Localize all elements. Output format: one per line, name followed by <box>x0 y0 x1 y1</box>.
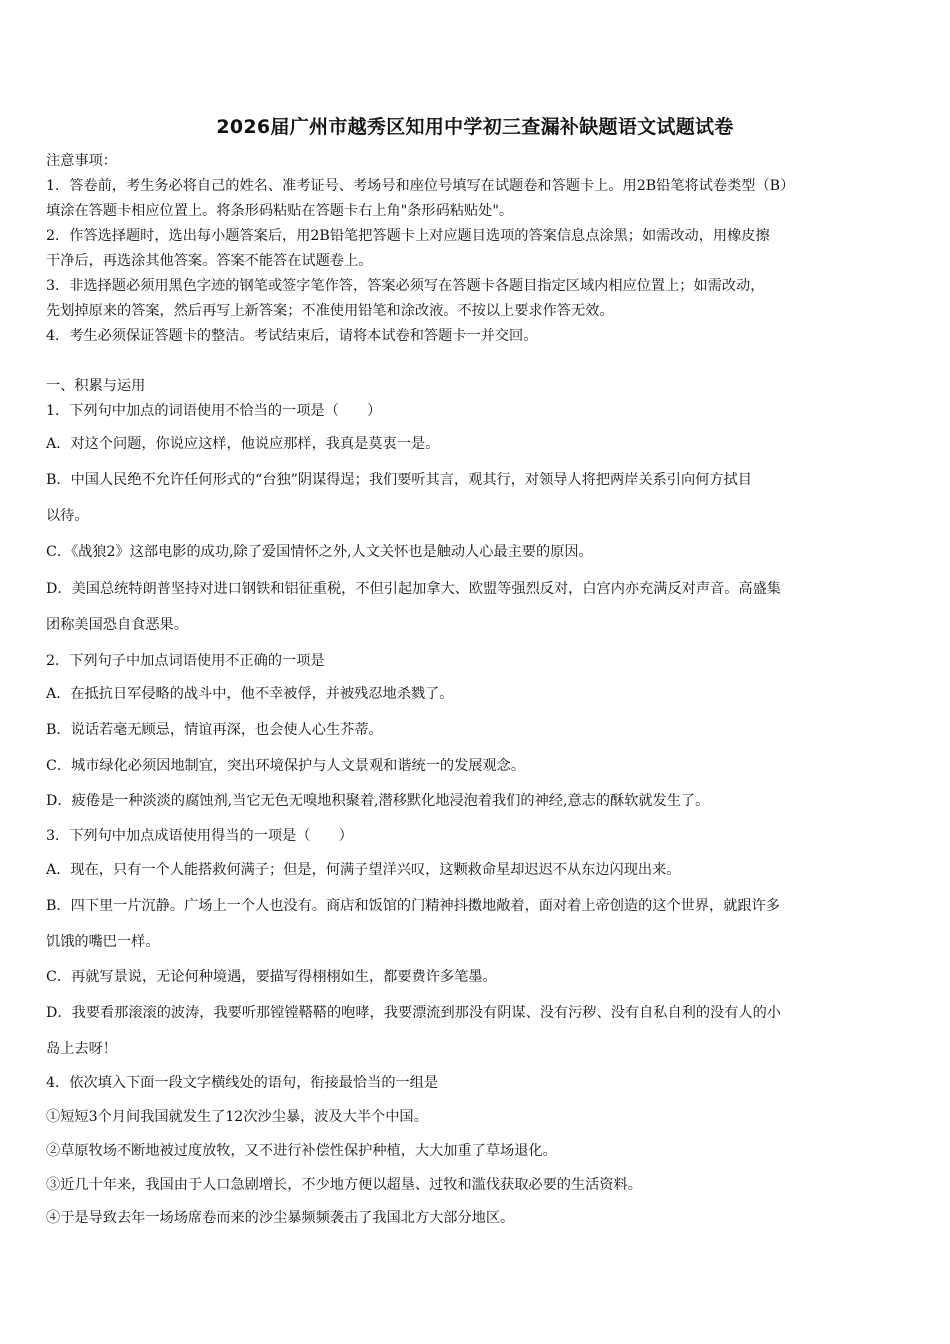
question-2-option-a: A．在抵抗日军侵略的战斗中，他不幸被俘，并被残忍地杀戮了。 <box>46 686 454 702</box>
notice-heading: 注意事项： <box>46 153 117 169</box>
question-3-option-b-cont: 饥饿的嘴巴一样。 <box>46 934 160 950</box>
question-2-option-b: B．说话若毫无顾忌，情谊再深，也会使人心生芥蒂。 <box>46 722 383 738</box>
question-2-stem: 2．下列句子中加点词语使用不正确的一项是 <box>46 653 325 669</box>
notice-line: 填涂在答题卡相应位置上。将条形码粘贴在答题卡右上角"条形码粘贴处"。 <box>46 203 514 219</box>
question-1-option-b: B．中国人民绝不允许任何形式的“台独”阴谋得逞；我们要听其言，观其行，对领导人将把两岸关系引向何方拭目 <box>46 472 752 488</box>
notice-line: 1．答卷前，考生务必将自己的姓名、准考证号、考场号和座位号填写在试题卷和答题卡上。用2B铅笔将试卷类型（B） <box>46 178 795 194</box>
question-1-stem: 1．下列句中加点的词语使用不恰当的一项是（ ） <box>46 403 382 419</box>
question-4-stem: 4．依次填入下面一段文字横线处的语句，衔接最恰当的一组是 <box>46 1075 439 1091</box>
question-3-option-d: D．我要看那滚滚的波涛，我要听那镗镗鞳鞳的咆哮，我要漂流到那没有阴谋、没有污秽、没有自私自利的没有人的小 <box>46 1005 781 1021</box>
question-1-option-d: D．美国总统特朗普坚持对进口钢铁和铝征重税，不但引起加拿大、欧盟等强烈反对，白宫内亦充满反对声音。高盛集 <box>46 581 781 597</box>
question-3-option-b: B．四下里一片沉静。广场上一个人也没有。商店和饭馆的门精神抖擞地敞着，面对着上帝创造的这个世界，就跟许多 <box>46 898 780 914</box>
notice-line: 2．作答选择题时，选出每小题答案后，用2B铅笔把答题卡上对应题目选项的答案信息点涂黑；如需改动，用橡皮擦 <box>46 228 770 244</box>
question-1-option-d-cont: 团称美国恐自食恶果。 <box>46 617 188 633</box>
question-4-sentence-1: ①短短3个月间我国就发生了12次沙尘暴，波及大半个中国。 <box>46 1109 428 1125</box>
exam-title: 2026届广州市越秀区知用中学初三查漏补缺题语文试题试卷 <box>216 116 734 138</box>
question-2-option-d: D．疲倦是一种淡淡的腐蚀剂,当它无色无嗅地积聚着,潜移默化地浸泡着我们的神经,意志的酥软就发生了。 <box>46 793 710 809</box>
question-3-option-a: A．现在，只有一个人能搭救何满子；但是，何满子望洋兴叹，这颗救命星却迟迟不从东边闪现出来。 <box>46 862 681 878</box>
question-4-sentence-3: ③近几十年来，我国由于人口急剧增长，不少地方便以超垦、过牧和滥伐获取必要的生活资料。 <box>46 1177 642 1193</box>
question-3-option-c: C．再就写景说，无论何种境遇，要描写得栩栩如生，都要费许多笔墨。 <box>46 969 497 985</box>
question-3-stem: 3．下列句中加点成语使用得当的一项是（ ） <box>46 828 353 844</box>
section-heading: 一、积累与运用 <box>46 378 146 394</box>
question-1-option-a: A．对这个问题，你说应这样，他说应那样，我真是莫衷一是。 <box>46 436 440 452</box>
question-4-sentence-2: ②草原牧场不断地被过度放牧，又不进行补偿性保护种植，大大加重了草场退化。 <box>46 1143 557 1159</box>
notice-line: 先划掉原来的答案，然后再写上新答案；不准使用铅笔和涂改液。不按以上要求作答无效。 <box>46 303 614 319</box>
notice-line: 4．考生必须保证答题卡的整洁。考试结束后，请将本试卷和答题卡一并交回。 <box>46 328 538 344</box>
question-1-option-c: C．《战狼2》这部电影的成功,除了爱国情怀之外,人文关怀也是触动人心最主要的原因。 <box>46 544 593 560</box>
notice-line: 干净后，再选涂其他答案。答案不能答在试题卷上。 <box>46 253 373 269</box>
question-2-option-c: C．城市绿化必须因地制宜，突出环境保护与人文景观和谐统一的发展观念。 <box>46 758 526 774</box>
question-1-option-b-cont: 以待。 <box>46 508 89 524</box>
question-3-option-d-cont: 岛上去呀！ <box>46 1041 117 1057</box>
question-4-sentence-4: ④于是导致去年一场场席卷而来的沙尘暴频频袭击了我国北方大部分地区。 <box>46 1210 515 1226</box>
notice-line: 3．非选择题必须用黑色字迹的钢笔或签字笔作答，答案必须写在答题卡各题目指定区域内相应位置上；如需改动， <box>46 278 765 294</box>
